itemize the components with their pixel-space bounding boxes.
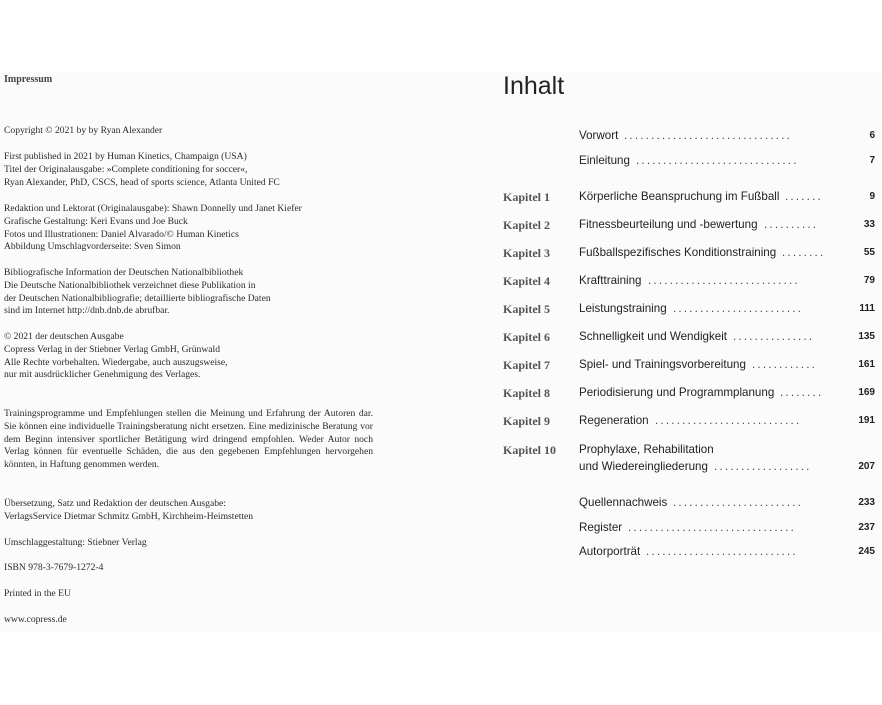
- toc-entry[interactable]: [503, 218, 875, 234]
- toc-leader-dots: ........: [780, 386, 824, 399]
- text-line: Ryan Alexander, PhD, CSCS, head of sports science, Atlanta United FC: [4, 176, 280, 188]
- text-line: sind im Internet http://dnb.dnb.de abrufbar.: [4, 305, 170, 317]
- text-line: der Deutschen Nationalbibliografie; detaillierte bibliografische Daten: [4, 292, 271, 304]
- toc-entry[interactable]: [503, 386, 875, 402]
- toc-leader-dots: ........................: [673, 496, 804, 509]
- toc-entry[interactable]: [503, 496, 875, 512]
- text-line: Umschlaggestaltung: Stiebner Verlag: [4, 537, 147, 548]
- toc-entry[interactable]: [503, 302, 875, 318]
- toc-entry-title: Einleitung: [579, 154, 630, 167]
- isbn-line: [4, 562, 374, 575]
- biblio-block: [4, 267, 374, 318]
- toc-leader-dots: ...............................: [628, 521, 797, 534]
- toc-entry-title: Periodisierung und Programmplanung: [579, 386, 775, 399]
- toc-page-number: 233: [858, 497, 875, 508]
- text-line: ISBN 978-3-7679-1272-4: [4, 562, 104, 573]
- toc-entry-title: Schnelligkeit und Wendigkeit: [579, 330, 728, 343]
- copyright-line: Copyright © 2021 by by Ryan Alexander: [4, 125, 163, 136]
- toc-leader-dots: ...............................: [624, 129, 793, 142]
- toc-leader-dots: ............................: [646, 545, 798, 558]
- toc-page-number: 207: [858, 461, 875, 472]
- copyright-block: [4, 125, 374, 138]
- toc-entry[interactable]: [503, 190, 875, 206]
- disclaimer-paragraph: Trainingsprogramme und Empfehlungen stellen die Meinung und Erfahrung der Autoren dar. Sie können eine individuelle Trainingsberatung nicht ersetzen. Eine medizinische Beratung vor dem Beginn intensiver sportlicher Betätigung wird dringend empfohlen. Weder Autor noch Verlag können für eventuelle Schäden, die aus den gegebenen Empfehlungen hervorgehen könnten, in Haftung genommen werden.: [4, 408, 373, 471]
- toc-leader-dots: ........: [782, 246, 826, 259]
- toc-chapter-label: Kapitel 10: [503, 443, 556, 457]
- text-line: © 2021 der deutschen Ausgabe: [4, 331, 124, 342]
- toc-entry[interactable]: [503, 246, 875, 262]
- toc-entry-title: Register: [579, 521, 623, 534]
- toc-page-number: 7: [869, 155, 875, 166]
- toc-leader-dots: .......: [785, 190, 823, 203]
- toc-entry-title: Quellennachweis: [579, 496, 668, 509]
- toc-entry[interactable]: [503, 274, 875, 290]
- toc-entry[interactable]: [503, 414, 875, 430]
- toc-leader-dots: ............: [752, 358, 818, 371]
- toc-leader-dots: ...............: [733, 330, 815, 343]
- toc-page-number: 191: [858, 415, 875, 426]
- text-line: Fotos und Illustrationen: Daniel Alvarado/© Human Kinetics: [4, 228, 239, 240]
- toc-entry[interactable]: [503, 545, 875, 561]
- toc-entry-title: Fitnessbeurteilung und -bewertung: [579, 218, 758, 231]
- toc-entry-title-line2: und Wiedereingliederung: [579, 460, 708, 473]
- toc-entry-title: Krafttraining: [579, 274, 642, 287]
- toc-page-number: 33: [863, 219, 875, 230]
- toc-entry-title: Regeneration: [579, 414, 649, 427]
- toc-entry-title: Leistungstraining: [579, 302, 667, 315]
- text-line: Alle Rechte vorbehalten. Wiedergabe, auch auszugsweise,: [4, 356, 228, 368]
- toc-entry-title: Prophylaxe, Rehabilitation: [579, 443, 714, 456]
- toc-entry[interactable]: [503, 330, 875, 346]
- credits-block: [4, 203, 374, 254]
- toc-title: Inhalt: [503, 72, 565, 100]
- text-line: Übersetzung, Satz und Redaktion der deutschen Ausgabe:: [4, 498, 226, 509]
- impressum-heading: Impressum: [4, 74, 53, 85]
- toc-entry[interactable]: [503, 521, 875, 537]
- toc-chapter-label: Kapitel 3: [503, 246, 550, 260]
- text-line: Copress Verlag in der Stiebner Verlag GmbH, Grünwald: [4, 343, 220, 355]
- toc-entry[interactable]: [503, 154, 875, 170]
- toc-page-number: 237: [858, 522, 875, 533]
- toc-page-number: 111: [859, 303, 875, 314]
- toc-page-number: 6: [869, 130, 875, 141]
- toc-chapter-label: Kapitel 8: [503, 386, 550, 400]
- toc-page-number: 135: [858, 331, 875, 342]
- printed-line: [4, 588, 374, 601]
- text-line: Redaktion und Lektorat (Originalausgabe): Shawn Donnelly und Janet Kiefer: [4, 203, 302, 214]
- translation-block: [4, 498, 374, 524]
- toc-entry[interactable]: [503, 443, 875, 477]
- toc-entry-title: Vorwort: [579, 129, 619, 142]
- toc-chapter-label: Kapitel 5: [503, 302, 550, 316]
- toc-entry-title: Spiel- und Trainingsvorbereitung: [579, 358, 746, 371]
- toc-entry-title: Autorporträt: [579, 545, 641, 558]
- toc-entry[interactable]: [503, 358, 875, 374]
- text-line: First published in 2021 by Human Kinetics, Champaign (USA): [4, 151, 247, 162]
- text-line: Titel der Originalausgabe: »Complete conditioning for soccer«,: [4, 163, 248, 175]
- toc-chapter-label: Kapitel 4: [503, 274, 550, 288]
- website-link[interactable]: [4, 614, 374, 627]
- toc-page-number: 55: [863, 247, 875, 258]
- original-edition-block: [4, 151, 374, 189]
- toc-leader-dots: ...........................: [655, 414, 802, 427]
- toc-entry[interactable]: [503, 129, 875, 145]
- toc-chapter-label: Kapitel 6: [503, 330, 550, 344]
- toc-page-number: 169: [858, 387, 875, 398]
- toc-page-number: 79: [863, 275, 875, 286]
- text-line[interactable]: www.copress.de: [4, 614, 67, 625]
- toc-leader-dots: ............................: [648, 274, 800, 287]
- german-edition-block: [4, 331, 374, 382]
- cover-design-line: [4, 537, 374, 550]
- toc-page-number: 245: [858, 546, 875, 557]
- text-line: VerlagsService Dietmar Schmitz GmbH, Kirchheim-Heimstetten: [4, 510, 254, 522]
- toc-chapter-label: Kapitel 1: [503, 190, 550, 204]
- text-line: Bibliografische Information der Deutschen Nationalbibliothek: [4, 267, 244, 278]
- text-line: Grafische Gestaltung: Keri Evans und Joe Buck: [4, 215, 188, 227]
- toc-chapter-label: Kapitel 7: [503, 358, 550, 372]
- toc-page-number: 161: [858, 359, 875, 370]
- text-line: Die Deutsche Nationalbibliothek verzeichnet diese Publikation in: [4, 279, 256, 291]
- toc-entry-title: Körperliche Beanspruchung im Fußball: [579, 190, 780, 203]
- text-line: nur mit ausdrücklicher Genehmigung des Verlages.: [4, 369, 201, 381]
- toc-chapter-label: Kapitel 2: [503, 218, 550, 232]
- text-line: Printed in the EU: [4, 588, 71, 599]
- text-line: Abbildung Umschlagvorderseite: Sven Simon: [4, 241, 181, 253]
- toc-leader-dots: ..............................: [636, 154, 799, 167]
- toc-leader-dots: ........................: [673, 302, 804, 315]
- toc-page-number: 9: [869, 191, 875, 202]
- toc-chapter-label: Kapitel 9: [503, 414, 550, 428]
- toc-leader-dots: ..................: [714, 460, 812, 473]
- toc-entry-title: Fußballspezifisches Konditionstraining: [579, 246, 777, 259]
- toc-leader-dots: ..........: [764, 218, 819, 231]
